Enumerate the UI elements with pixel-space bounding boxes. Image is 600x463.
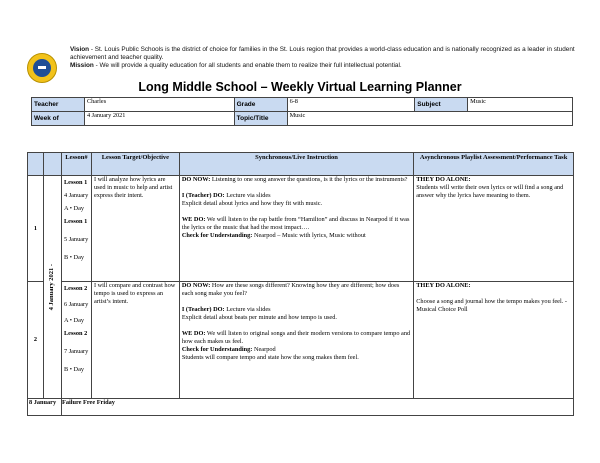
planner-table xyxy=(27,152,574,416)
grade-value: 6-8 xyxy=(287,98,415,112)
sync-cell: DO NOW: Listening to one song answer the questions, is it the lyrics or the instruments? I (Teacher) DO: Lecture via slides Explicit detail about lyrics and how they fit with music. WE DO: We will listen to the rap battle from “Hamilton” and discuss in Nearpod if it was the lyrics or the music that had the most impact…. Check for Understanding: Nearpod – Music with lyrics, Music without xyxy=(179,176,413,282)
sync-cell: DO NOW: How are these songs different? Knowing how they are different; how does each song make you feel? I (Teacher) DO: Lecture via slides Explicit detail about beats per minute and how tempo is used. WE DO: We will listen to original songs and their modern versions to compare tempo and how each makes us feel. Check for Understanding: Nearpod Students will compare tempo and state how the song makes them feel. xyxy=(179,282,413,399)
grade-label: Grade xyxy=(234,98,287,112)
teacher-label: Teacher xyxy=(32,98,85,112)
week-vertical-cell xyxy=(43,176,61,399)
lesson-number: 1 xyxy=(28,176,44,282)
teacher-value: Charles xyxy=(84,98,234,112)
topic-label: Topic/Title xyxy=(234,112,287,126)
target-cell: I will analyze how lyrics are used in music to help and artist express their intent. xyxy=(91,176,179,282)
async-cell: THEY DO ALONE: Choose a song and journal how the tempo makes you feel. - Musical Choice Poll xyxy=(414,282,574,399)
lesson-number: 2 xyxy=(28,282,44,399)
topic-value: Music xyxy=(287,112,572,126)
sync-header: Synchronous/Live Instruction xyxy=(179,153,413,176)
week-value: 4 January 2021 xyxy=(84,112,234,126)
mission-statement: Mission - We will provide a quality education for all students and enable them to realize their full intellectual potential. xyxy=(70,61,402,69)
subject-value: Music xyxy=(468,98,573,112)
lesson-header: Lesson# xyxy=(61,153,91,176)
friday-text: Failure Free Friday xyxy=(61,399,573,416)
school-logo xyxy=(27,53,57,83)
page-title: Long Middle School – Weekly Virtual Learning Planner xyxy=(138,80,462,94)
vision-mission xyxy=(70,46,575,69)
vision-statement: Vision - St. Louis Public Schools is the district of choice for families in the St. Louis region that provides a world-class education and is nationally recognized as a leader in student achievement and teacher quality. xyxy=(70,46,575,61)
async-header: Asynchronous Playlist Assessment/Performance Task xyxy=(414,153,574,176)
target-cell: I will compare and contrast how tempo is used to express an artist’s intent. xyxy=(91,282,179,399)
async-cell: THEY DO ALONE: Students will write their own lyrics or will find a song and answer why the lyrics have meaning to them. xyxy=(414,176,574,282)
lesson-cell: Lesson 1 4 January A • Day Lesson 1 5 January B • Day xyxy=(61,176,91,282)
target-header: Lesson Target/Objective xyxy=(91,153,179,176)
info-table xyxy=(31,97,573,126)
friday-date: 8 January xyxy=(28,399,62,416)
week-vertical-label: 4 January 2021 - xyxy=(48,263,56,311)
table-row xyxy=(28,176,574,282)
lesson-cell: Lesson 2 6 January A • Day Lesson 2 7 January B • Day xyxy=(61,282,91,399)
friday-row xyxy=(28,399,574,416)
table-row xyxy=(28,282,574,399)
week-label: Week of xyxy=(32,112,85,126)
seal-icon xyxy=(33,59,51,77)
subject-label: Subject xyxy=(415,98,468,112)
